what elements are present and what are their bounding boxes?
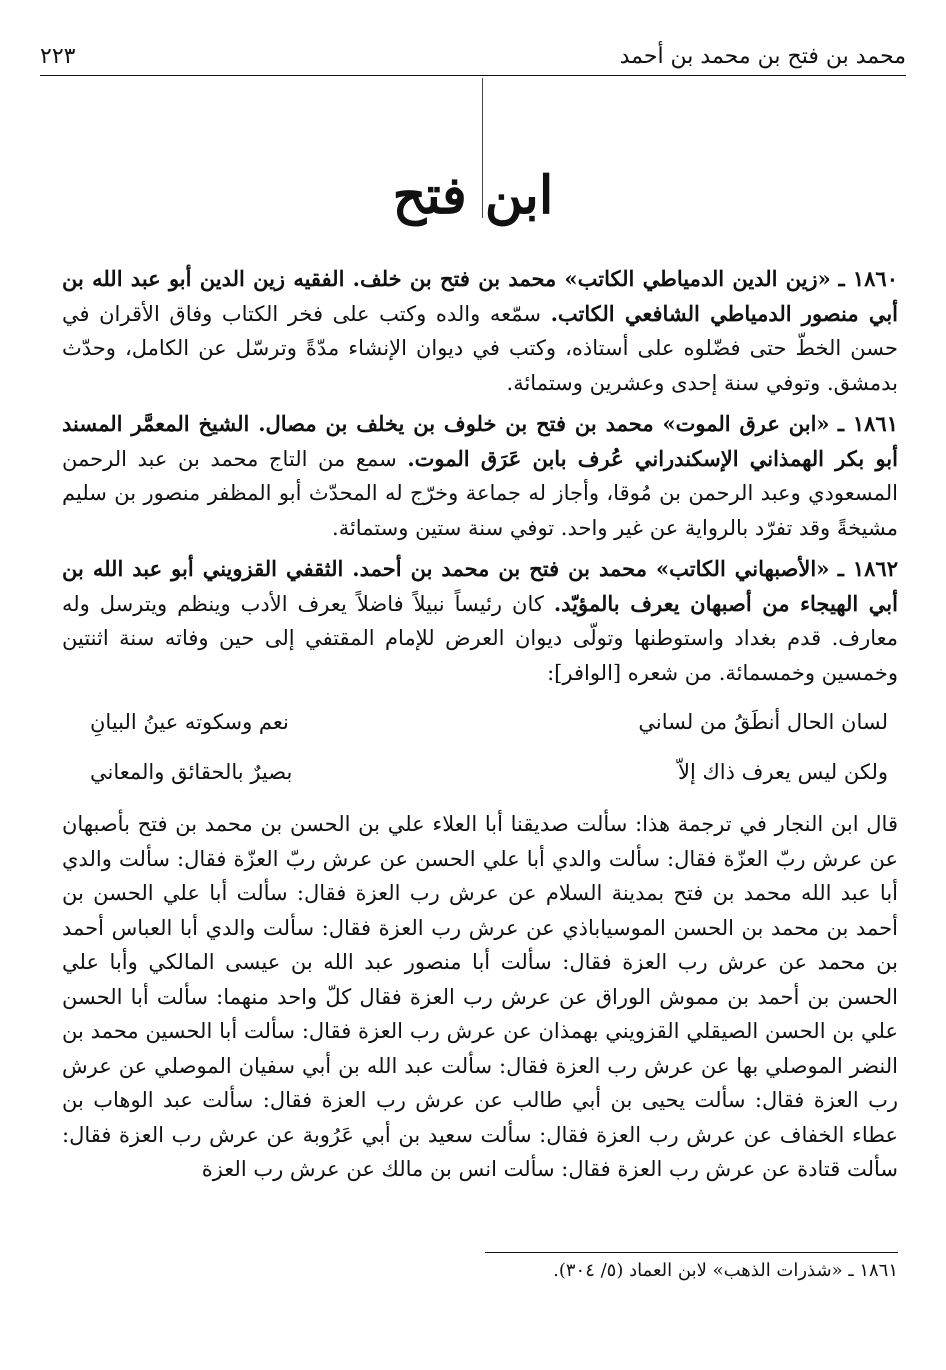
- entry-number: ١٨٦٠ ـ: [838, 266, 898, 291]
- section-title: ابن فتح: [392, 165, 554, 226]
- closing-paragraph: قال ابن النجار في ترجمة هذا: سألت صديقنا أبا العلاء علي بن الحسن بن محمد بن فتح بأصبهان عن عرش ربّ العزّة فقال: سألت والدي أبا علي الحسن عن عرش ربّ العزّة فقال: سألت والدي أبا عبد الله محمد بن فتح بمدينة السلام عن عرش رب العزة فقال: سألت أبا علي الحسن بن أحمد بن محمد بن الحسن الموسياباذي عن عرش رب العزة فقال: سألت والدي أبا العباس أحمد بن محمد عن عرش رب العزة فقال: سألت أبا منصور عبد الله بن عيسى المالكي وأبا علي الحسن بن أحمد بن مموش الوراق عن عرش رب العزة فقال كلّ واحد منهما: سألت أبا الحسن علي بن الحسن الصيقلي القزويني بهمذان عن عرش رب العزة فقال: سألت أبا الحسين محمد بن النضر الموصلي بها عن عرش رب العزة فقال: سألت عبد الله بن أبي سفيان الموصلي عن عرش رب العزة فقال: سألت يحيى بن أبي طالب عن عرش رب العزة فقال: سألت عبد الوهاب بن عطاء الخفاف عن عرش رب العزة فقال: سألت سعيد بن أبي عَرُوبة عن عرش رب العزة فقال: سألت قتادة عن عرش رب العزة فقال: سألت انس بن مالك عن عرش رب العزة: [62, 812, 898, 1181]
- main-text: [62, 262, 898, 1187]
- poem-hemistich-second: بصيرٌ بالحقائق والمعاني: [90, 760, 293, 784]
- entry-heading: «زين الدين الدمياطي الكاتب» محمد بن فتح بن خلف. الفقيه زين الدين أبو عبد الله بن أبي منصور الدمياطي الشافعي الكاتب.: [62, 266, 899, 326]
- poem-verse: [62, 747, 898, 797]
- poem: [62, 697, 898, 797]
- poem-hemistich-first: لسان الحال أنطَقُ من لساني: [638, 710, 888, 734]
- footnote-divider: [485, 1252, 898, 1253]
- entry-body: سمّعه والده وكتب على فخر الكتاب وفاق الأقران في حسن الخطّ حتى فضّلوه على أستاذه، وكتب في ديوان الإنشاء مدّةً وترسّل عن الكامل، وحدّث بدمشق. وتوفي سنة إحدى وعشرين وستمائة.: [62, 301, 898, 395]
- poem-verse: [62, 697, 898, 747]
- entry-body: سمع من التاج محمد بن عبد الرحمن المسعودي وعبد الرحمن بن مُوقا، وأجاز له جماعة وخرّج له المحدّث أبو المظفر منصور بن سليم مشيخةً وقد تفرّد بالرواية عن غير واحد. توفي سنة ستين وستمائة.: [62, 446, 898, 540]
- entry-1861: [62, 407, 898, 545]
- entry-1862: [62, 552, 898, 690]
- entry-1860: [62, 262, 898, 400]
- page-number: ٢٢٣: [40, 44, 76, 69]
- footnote: ١٨٦١ ـ «شذرات الذهب» لابن العماد (٥/ ٣٠٤).: [553, 1260, 898, 1281]
- entry-number: ١٨٦١ ـ: [837, 411, 898, 436]
- entry-number: ١٨٦٢ ـ: [837, 556, 898, 581]
- entry-heading: «ابن عرق الموت» محمد بن فتح بن خلوف بن يخلف بن مصال. الشيخ المعمَّر المسند أبو بكر الهمذاني الإسكندراني عُرف بابن عَرَق الموت.: [62, 411, 898, 471]
- poem-hemistich-first: ولكن ليس يعرف ذاك إلاّ: [678, 760, 888, 784]
- entry-body: كان رئيساً نبيلاً فاضلاً يعرف الأدب وينظم ويترسل وله معارف. قدم بغداد واستوطنها وتولّى ديوان العرض للإمام المقتفي إلى حين وفاته سنة اثنتين وخمسين وخمسمائة. من شعره [الوافر]:: [62, 591, 898, 685]
- running-header: [40, 40, 906, 76]
- entry-heading: «الأصبهاني الكاتب» محمد بن فتح بن محمد بن أحمد. الثقفي القزويني أبو عبد الله بن أبي الهيجاء من أصبهان يعرف بالمؤيّد.: [62, 556, 898, 616]
- poem-hemistich-second: نعم وسكوته عينُ البيانِ: [90, 710, 289, 734]
- running-title: محمد بن فتح بن محمد بن أحمد: [619, 44, 906, 69]
